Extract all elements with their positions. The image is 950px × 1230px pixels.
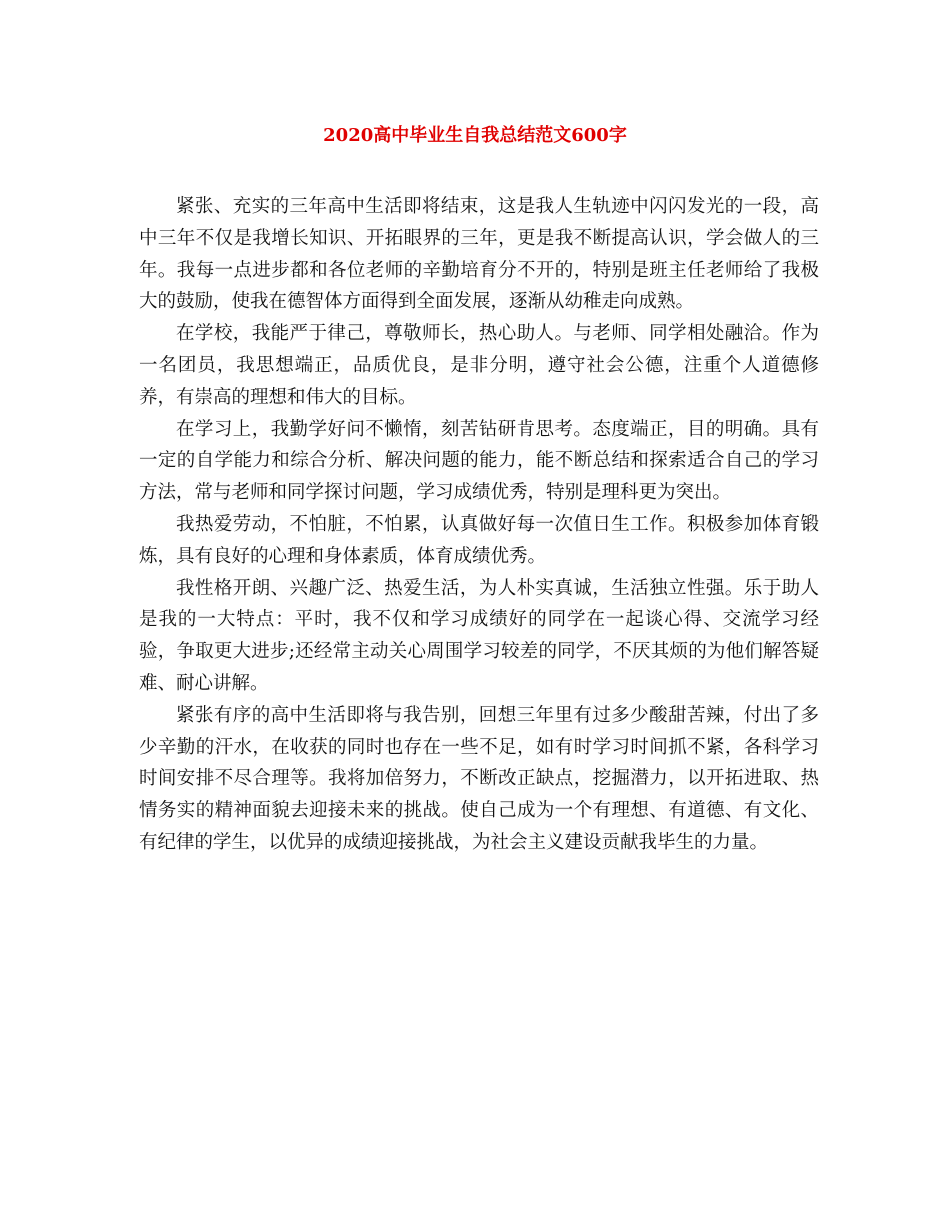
document-title: 2020高中毕业生自我总结范文600字: [323, 125, 627, 146]
paragraph-5: 我性格开朗、兴趣广泛、热爱生活，为人朴实真诚，生活独立性强。乐于助人是我的一大特点：平时，我不仅和学习成绩好的同学在一起谈心得、交流学习经验，争取更大进步;还经常主动关心周围学习较差的同学，不厌其烦的为他们解答疑难、耐心讲解。: [139, 577, 819, 694]
document-body: [139, 191, 819, 859]
paragraph-2: 在学校，我能严于律己，尊敬师长，热心助人。与老师、同学相处融洽。作为一名团员，我思想端正，品质优良，是非分明，遵守社会公德，注重个人道德修养，有崇高的理想和伟大的目标。: [139, 323, 819, 408]
paragraph-3: 在学习上，我勤学好问不懒惰，刻苦钻研肯思考。态度端正，目的明确。具有一定的自学能力和综合分析、解决问题的能力，能不断总结和探索适合自己的学习方法，常与老师和同学探讨问题，学习成绩优秀，特别是理科更为突出。: [139, 418, 819, 504]
paragraph-6: 紧张有序的高中生活即将与我告别，回想三年里有过多少酸甜苦辣，付出了多少辛勤的汗水，在收获的同时也存在一些不足，如有时学习时间抓不紧，各科学习时间安排不尽合理等。我将加倍努力，不断改正缺点，挖掘潜力，以开拓进取、热情务实的精神面貌去迎接未来的挑战。使自己成为一个有理想、有道德、有文化、有纪律的学生，以优异的成绩迎接挑战，为社会主义建设贡献我毕生的力量。: [139, 704, 819, 853]
paragraph-1: 紧张、充实的三年高中生活即将结束，这是我人生轨迹中闪闪发光的一段，高中三年不仅是我增长知识、开拓眼界的三年，更是我不断提高认识，学会做人的三年。我每一点进步都和各位老师的辛勤培育分不开的，特别是班主任老师给了我极大的鼓励，使我在德智体方面得到全面发展，逐渐从幼稚走向成熟。: [139, 196, 819, 313]
paragraph-4: 我热爱劳动，不怕脏，不怕累，认真做好每一次值日生工作。积极参加体育锻炼，具有良好的心理和身体素质，体育成绩优秀。: [139, 513, 819, 567]
